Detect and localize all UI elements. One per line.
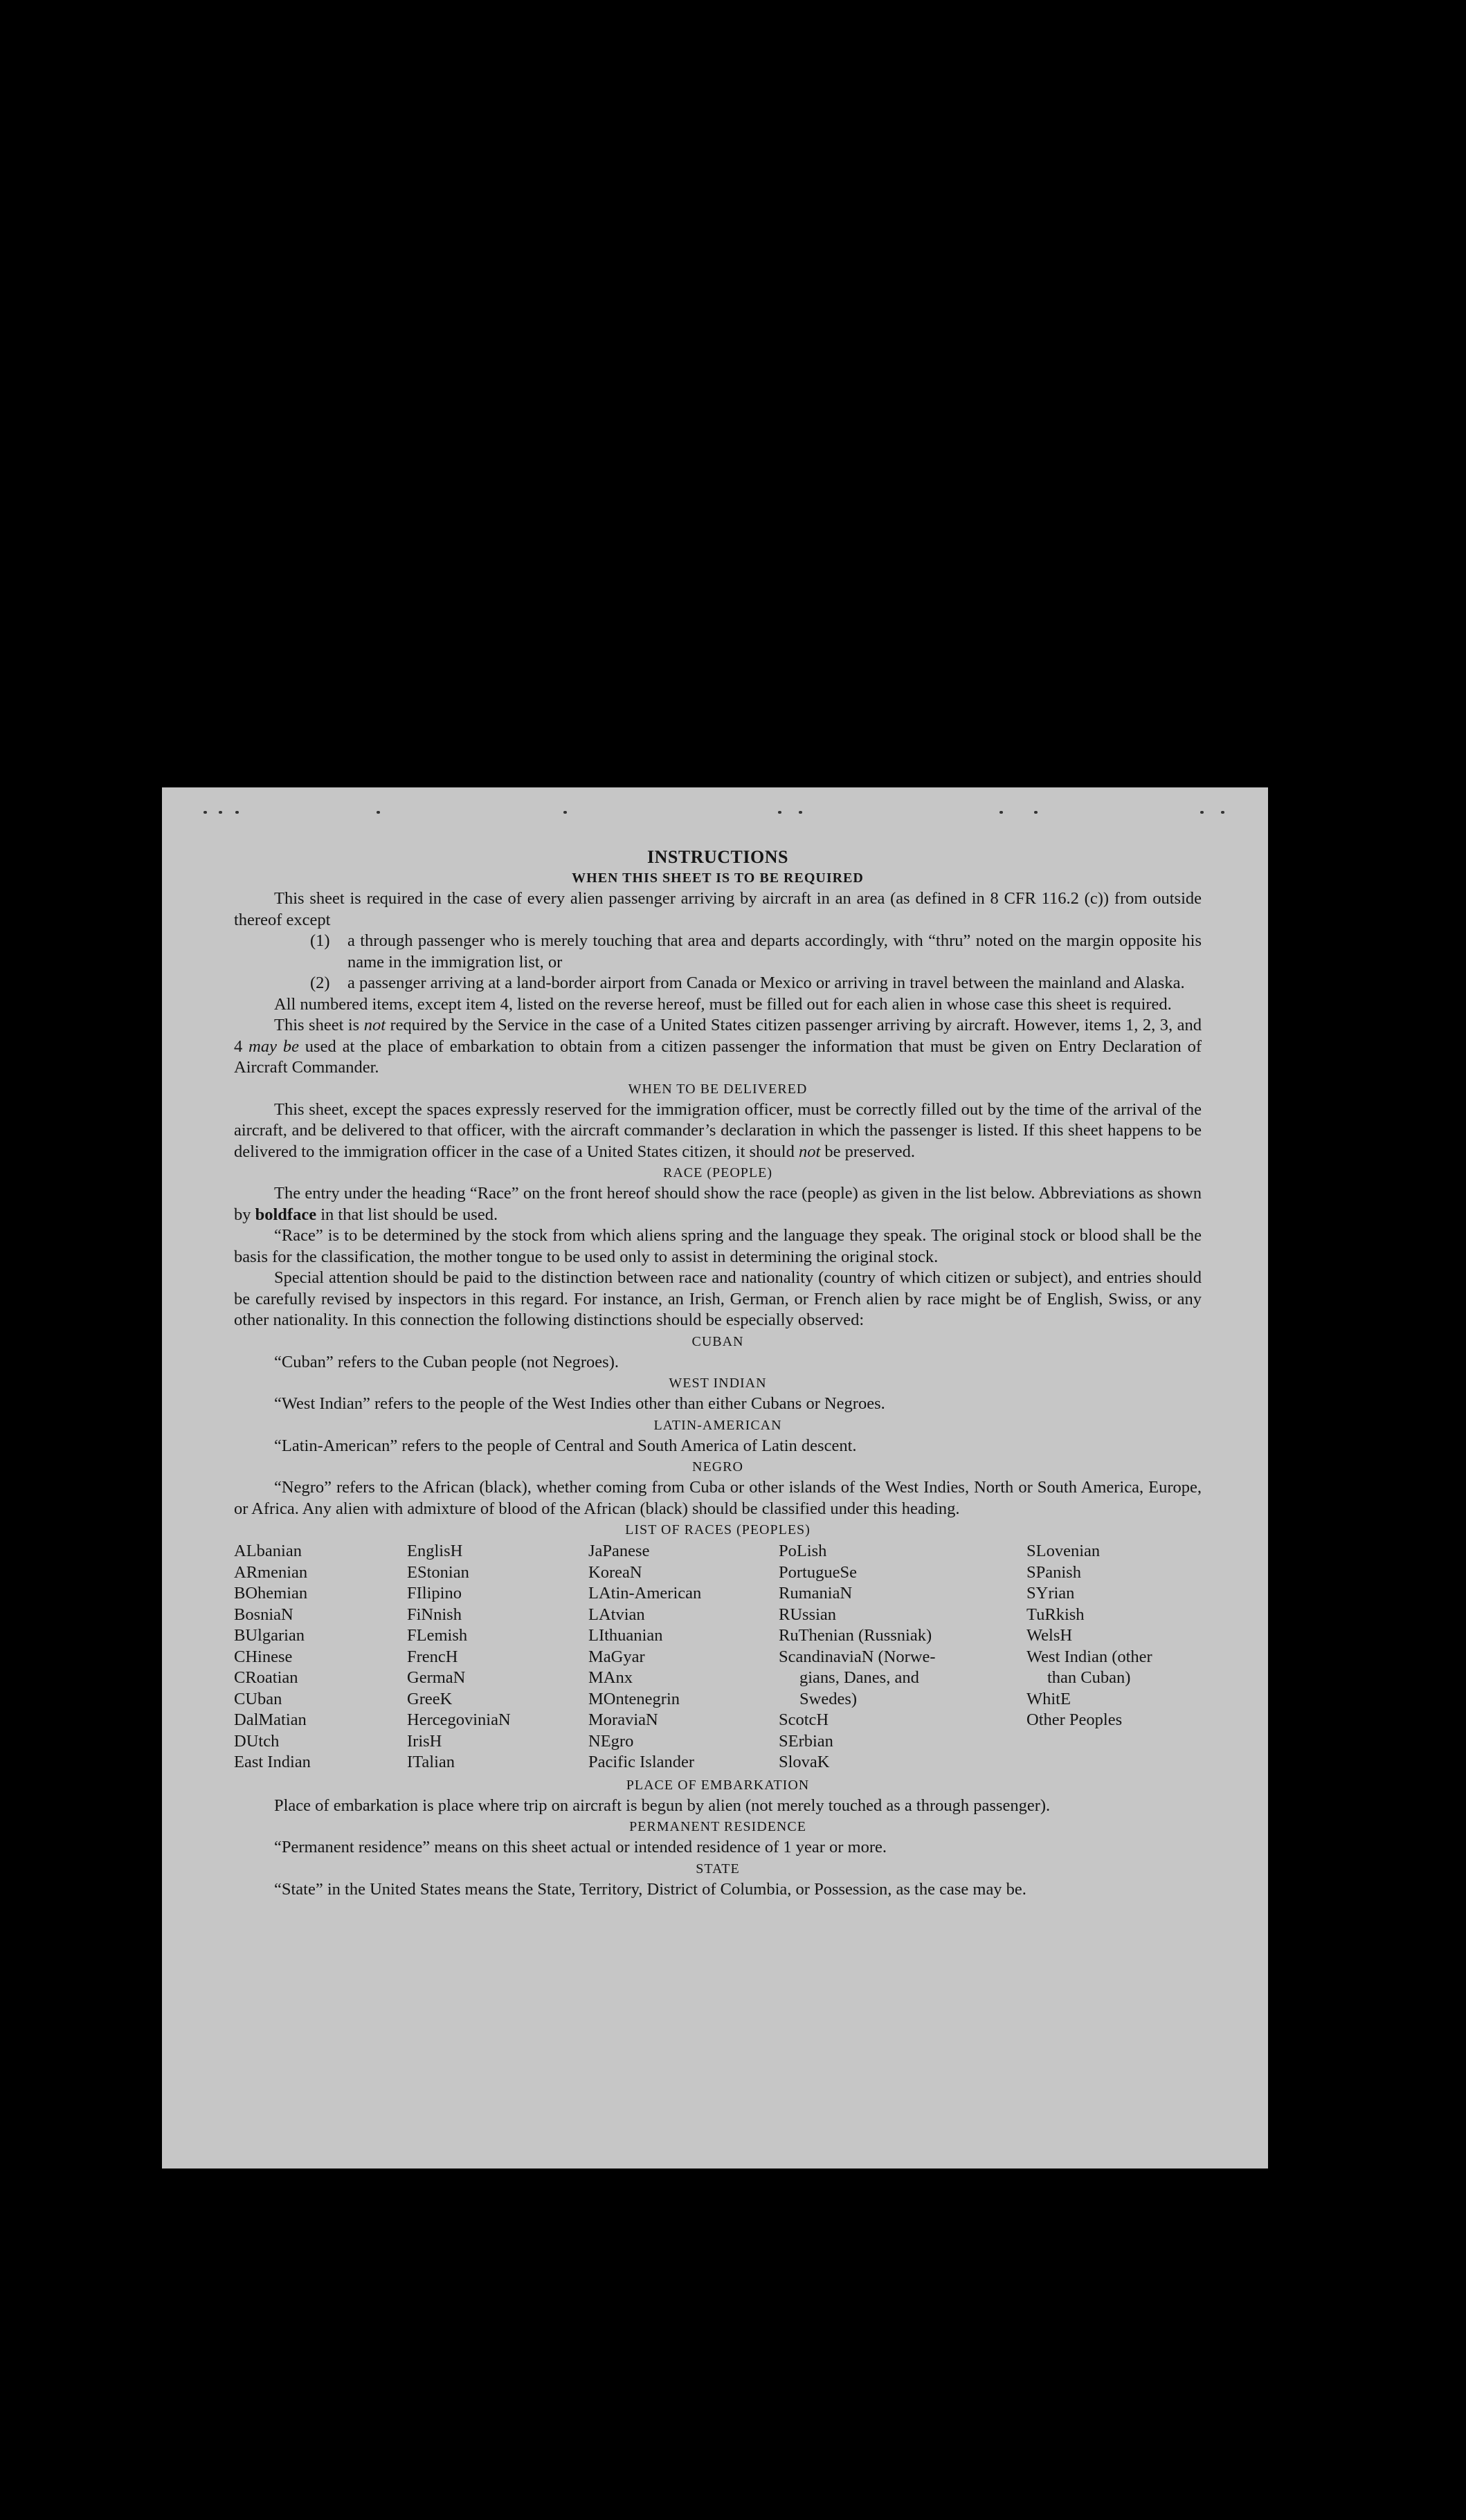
paragraph-race-entry: [234, 1183, 1202, 1225]
section-heading-cuban: CUBAN: [691, 1333, 744, 1349]
race-entry: ScandinaviaN (Norwe-: [779, 1647, 936, 1666]
race-entry: RuThenian (Russniak): [779, 1626, 932, 1645]
paragraph-negro: “Negro” refers to the African (black), whether coming from Cuba or other islands of the West Indies, North or South America, Europe, or Africa. Any alien with admixture of blood of the African (black) should be classified under this heading.: [234, 1478, 1202, 1518]
race-entry: KoreaN: [588, 1562, 642, 1582]
race-entry: SPanish: [1026, 1562, 1081, 1582]
section-heading-state: STATE: [696, 1861, 740, 1877]
speck: [799, 811, 802, 814]
race-entry: BosniaN: [234, 1605, 293, 1624]
race-entry: FrencH: [407, 1647, 458, 1666]
speck: [778, 811, 781, 814]
race-entry: SLovenian: [1026, 1542, 1101, 1560]
section-heading-place-of-embarkation: PLACE OF EMBARKATION: [626, 1777, 810, 1793]
paragraph-delivery: [234, 1099, 1202, 1163]
paragraph-numbered-items: All numbered items, except item 4, listed on the reverse hereof, must be filled out for each alien in whose case this sheet is required.: [274, 994, 1172, 1014]
race-entry: EStonian: [407, 1562, 469, 1582]
race-entry: BOhemian: [234, 1584, 308, 1603]
race-entry: CRoatian: [234, 1668, 298, 1687]
speck: [377, 811, 380, 814]
race-entry: ITalian: [407, 1753, 455, 1771]
race-entry: FIlipino: [407, 1584, 462, 1603]
document-title: INSTRUCTIONS: [647, 847, 788, 867]
speck: [1221, 811, 1224, 814]
race-entry: WhitE: [1026, 1689, 1071, 1708]
race-entry: GreeK: [407, 1689, 453, 1708]
paper-specks: [203, 811, 1228, 818]
race-entry: CUban: [234, 1689, 282, 1708]
race-entry: ARmenian: [234, 1562, 308, 1582]
race-entry: West Indian (other: [1026, 1647, 1152, 1666]
text-run: This sheet is: [274, 1016, 364, 1034]
text-run: The entry under the heading “Race” on the front hereof should show the race (people) as given in the list below. Abbreviations as shown by: [234, 1184, 1202, 1224]
section-heading-west-indian: WEST INDIAN: [669, 1376, 767, 1391]
race-entry: FiNnish: [407, 1605, 462, 1624]
speck: [219, 811, 222, 814]
paragraph-west-indian: “West Indian” refers to the people of the West Indies other than either Cubans or Negroes.: [274, 1394, 885, 1413]
bold-text: boldface: [255, 1205, 317, 1224]
race-entry-continued: gians, Danes, and: [799, 1668, 919, 1687]
text-run: required by the Service in the case of a United States citizen passenger arriving by aircraft. However, items 1, 2, 3, and 4: [234, 1016, 1202, 1056]
text-run: This sheet, except the spaces expressly reserved for the immigration officer, must be correctly filled out by the time of the arrival of the aircraft, and be delivered to that officer, with the aircraft commander’s declaration in which the passenger is listed. If this sheet happens to be delivered to the immigration officer in the case of a United States citizen, it should: [234, 1099, 1202, 1161]
race-entry: FLemish: [407, 1626, 468, 1645]
race-entry: RumaniaN: [779, 1584, 853, 1603]
item-text: a through passenger who is merely touching that area and departs accordingly, with “thru” noted on the margin opposite his name in the immigration list, or: [347, 931, 1202, 971]
race-entry: SErbian: [779, 1731, 833, 1751]
speck: [203, 811, 207, 814]
section-heading-when-required: WHEN THIS SHEET IS TO BE REQUIRED: [572, 870, 864, 886]
race-entry: MoraviaN: [588, 1710, 658, 1729]
paragraph-latin-american: “Latin-American” refers to the people of Central and South America of Latin descent.: [274, 1436, 857, 1455]
race-entry: IrisH: [407, 1731, 442, 1751]
race-entry: East Indian: [234, 1753, 311, 1771]
race-list: [234, 1541, 1202, 1773]
paragraph-citizen: [234, 1015, 1202, 1079]
race-entry: SlovaK: [779, 1753, 830, 1771]
race-entry: TuRkish: [1026, 1605, 1085, 1624]
item-text: a passenger arriving at a land-border airport from Canada or Mexico or arriving in travel between the mainland and Alaska.: [347, 974, 1185, 992]
race-entry: PortugueSe: [779, 1562, 857, 1582]
race-entry: HercegoviniaN: [407, 1710, 511, 1729]
item-number: (1): [310, 931, 330, 950]
race-column-1: [234, 1541, 407, 1773]
speck: [235, 811, 239, 814]
race-entry: EnglisH: [407, 1542, 463, 1560]
text-run: used at the place of embarkation to obtain from a citizen passenger the information that must be given on Entry Declaration of Aircraft Commander.: [234, 1037, 1202, 1077]
race-entry-continued: than Cuban): [1047, 1668, 1131, 1687]
race-entry: LAtin-American: [588, 1584, 702, 1603]
race-entry: LAtvian: [588, 1605, 645, 1624]
paragraph-race-stock: “Race” is to be determined by the stock from which aliens spring and the language they speak. The original stock or blood shall be the basis for the classification, the mother tongue to be used only to assist in determining the original stock.: [234, 1226, 1202, 1266]
section-heading-permanent-residence: PERMANENT RESIDENCE: [629, 1819, 806, 1834]
race-entry: RUssian: [779, 1605, 837, 1624]
race-column-2: [407, 1541, 588, 1773]
paragraph-state: “State” in the United States means the State, Territory, District of Columbia, or Possession, as the case may be.: [274, 1879, 1026, 1899]
emphasis: may be: [248, 1037, 299, 1056]
text-run: in that list should be used.: [316, 1205, 498, 1224]
race-entry: Other Peoples: [1026, 1710, 1123, 1729]
race-entry: MaGyar: [588, 1647, 645, 1666]
race-entry: GermaN: [407, 1668, 466, 1687]
item-number: (2): [310, 974, 330, 992]
race-entry: PoLish: [779, 1542, 827, 1560]
emphasis: not: [363, 1016, 386, 1034]
race-entry: DalMatian: [234, 1710, 307, 1729]
section-heading-when-delivered: WHEN TO BE DELIVERED: [628, 1081, 808, 1097]
race-column-5: [1026, 1541, 1202, 1773]
exception-item-2: [310, 973, 1202, 994]
speck: [1034, 811, 1038, 814]
race-entry: Pacific Islander: [588, 1753, 695, 1771]
race-entry: MOntenegrin: [588, 1689, 680, 1708]
race-entry: DUtch: [234, 1731, 280, 1751]
race-entry: ScotcH: [779, 1710, 829, 1729]
race-entry: SYrian: [1026, 1584, 1075, 1603]
race-entry: BUlgarian: [234, 1626, 305, 1645]
speck: [563, 811, 567, 814]
race-entry-continued: Swedes): [799, 1689, 858, 1708]
paragraph-cuban: “Cuban” refers to the Cuban people (not Negroes).: [274, 1352, 619, 1371]
race-column-4: [779, 1541, 1026, 1773]
paragraph-permanent-residence: “Permanent residence” means on this sheet actual or intended residence of 1 year or more.: [274, 1838, 887, 1856]
section-heading-latin-american: LATIN-AMERICAN: [653, 1417, 782, 1433]
section-heading-race: RACE (PEOPLE): [663, 1165, 772, 1180]
race-column-3: [588, 1541, 779, 1773]
exception-item-1: [310, 931, 1202, 973]
race-entry: NEgro: [588, 1731, 634, 1751]
text-run: be preserved.: [820, 1142, 916, 1161]
instruction-sheet: [162, 787, 1268, 2169]
race-entry: MAnx: [588, 1668, 633, 1687]
race-entry: WelsH: [1026, 1626, 1073, 1645]
race-entry: ALbanian: [234, 1542, 302, 1560]
section-heading-list-of-races: LIST OF RACES (PEOPLES): [625, 1522, 811, 1537]
paragraph-intro: This sheet is required in the case of every alien passenger arriving by aircraft in an area (as defined in 8 CFR 116.2 (c)) from outside thereof except: [234, 889, 1202, 929]
speck: [1200, 811, 1204, 814]
race-entry: LIthuanian: [588, 1626, 663, 1645]
paragraph-race-nationality: Special attention should be paid to the distinction between race and nationality (country of which citizen or subject), and entries should be carefully revised by inspectors in this regard. For instance, an Irish, German, or French alien by race might be of English, Swiss, or any other nationality. In this connection the following distinctions should be especially observed:: [234, 1268, 1202, 1329]
race-entry: JaPanese: [588, 1542, 650, 1560]
speck: [999, 811, 1003, 814]
emphasis: not: [798, 1142, 821, 1161]
section-heading-negro: NEGRO: [692, 1459, 743, 1474]
paragraph-place-of-embarkation: Place of embarkation is place where trip on aircraft is begun by alien (not merely touched as a through passenger).: [274, 1796, 1051, 1815]
race-entry: CHinese: [234, 1647, 293, 1666]
